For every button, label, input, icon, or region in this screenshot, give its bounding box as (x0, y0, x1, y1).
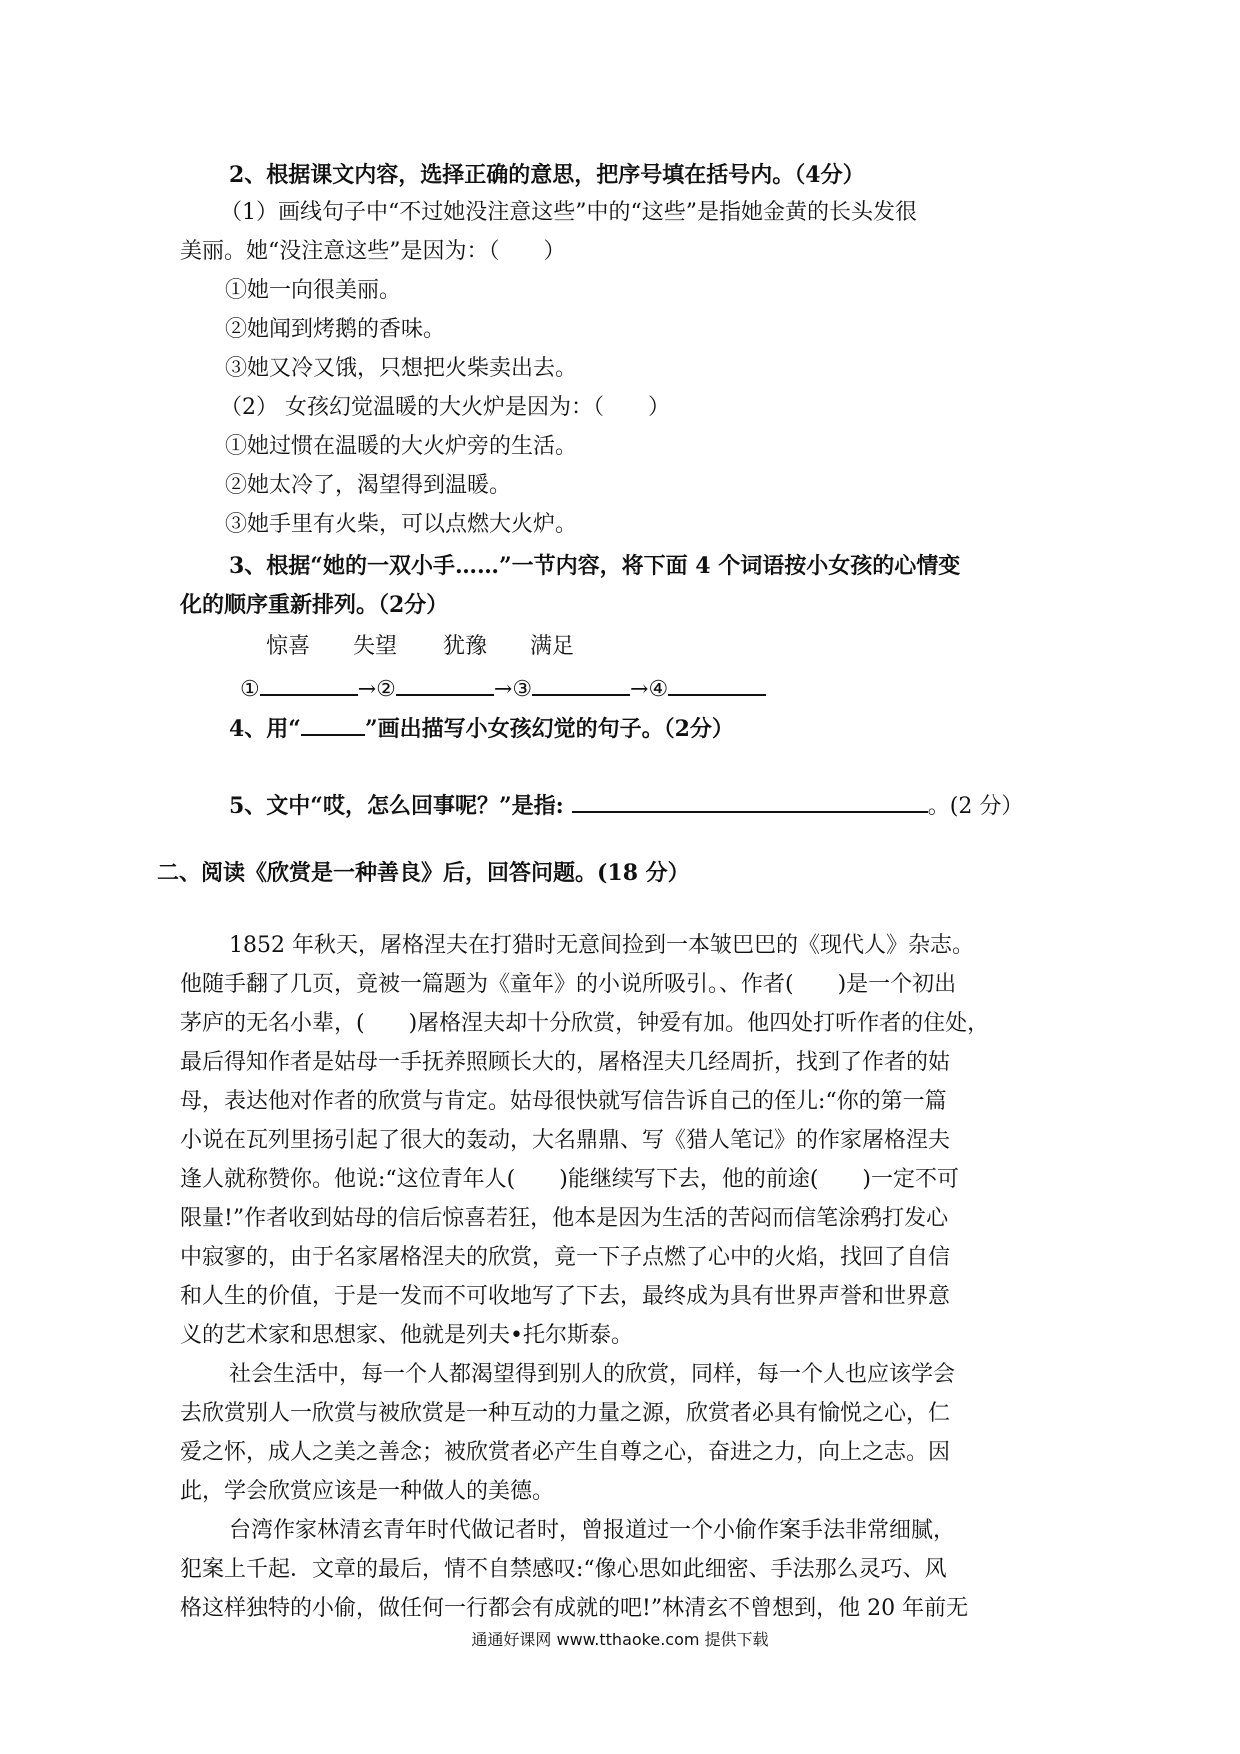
passage-line: 去欣赏别人一欣赏与被欣赏是一种互动的力量之源，欣赏者必具有愉悦之心，仁 (180, 1401, 951, 1426)
q3-line2: 化的顺序重新排列。（2分） (180, 592, 449, 618)
q5-prefix: 5、文中“哎，怎么回事呢？”是指: (229, 793, 564, 819)
q3-seq-marker-2: →② (357, 677, 396, 702)
q3-seq-marker-3: →③ (493, 677, 533, 702)
q3-answer-blank-2[interactable] (396, 672, 494, 696)
q2-sub1-line1: （1）画线句子中“不过她没注意这些”中的“这些”是指她金黄的长头发很 (220, 200, 917, 225)
page-footer: 通通好课网 www.tthaoke.com 提供下载 (471, 1630, 769, 1649)
passage-line: 母，表达他对作者的欣赏与肯定。姑母很快就写信告诉自己的侄儿:“你的第一篇 (180, 1089, 947, 1114)
q2-sub1-line2: 美丽。她“没注意这些”是因为：（ ） (180, 239, 566, 264)
passage-line: 社会生活中，每一个人都渴望得到别人的欣赏，同样，每一个人也应该学会 (229, 1362, 956, 1387)
q3-answer-blank-3[interactable] (532, 672, 630, 696)
passage-line: 台湾作家林清玄青年时代做记者时，曾报道过一个小偷作案手法非常细腻， (229, 1518, 956, 1543)
q3-word-2: 失望 (353, 634, 398, 659)
q5-question (229, 789, 1023, 822)
passage-line: 1852 年秋天，屠格涅夫在打猎时无意间捡到一本皱巴巴的《现代人》杂志。 (229, 933, 974, 958)
passage-line: 犯案上千起．文章的最后，情不自禁感叹:“像心思如此细密、手法那么灵巧、风 (180, 1557, 947, 1582)
q4-question (229, 714, 734, 744)
q3-word-3: 犹豫 (443, 634, 488, 659)
q3-answer-blank-4[interactable] (668, 672, 766, 696)
q2-sub2-option-3: ③她手里有火柴，可以点燃大火炉。 (225, 512, 578, 537)
q4-suffix: ”画出描写小女孩幻觉的句子。（2分） (364, 716, 734, 742)
q5-answer-blank[interactable] (572, 789, 928, 813)
q3-sequence (240, 672, 766, 705)
passage-line: 他随手翻了几页，竟被一篇题为《童年》的小说所吸引。、作者( )是一个初出 (180, 972, 957, 997)
q2-sub1-option-3: ③她又冷又饿，只想把火柴卖出去。 (225, 356, 578, 381)
passage-line: 中寂寥的，由于名家屠格涅夫的欣赏，竟一下子点燃了心中的火焰，找回了自信 (180, 1245, 951, 1270)
q2-sub2-option-1: ①她过惯在温暖的大火炉旁的生活。 (225, 434, 578, 459)
q2-sub1-option-2: ②她闻到烤鹅的香味。 (225, 317, 446, 342)
q3-word-4: 满足 (530, 634, 575, 659)
q3-line1: 3、根据“她的一双小手……”一节内容，将下面 4 个词语按小女孩的心情变 (229, 553, 961, 579)
passage-line: 爱之怀，成人之美之善念；被欣赏者必产生自尊之心，奋进之力，向上之志。因 (180, 1440, 951, 1465)
passage-line: 最后得知作者是姑母一手抚养照顾长大的，屠格涅夫几经周折，找到了作者的姑 (180, 1050, 951, 1075)
section2-title: 二、阅读《欣赏是一种善良》后，回答问题。(18 分） (157, 860, 690, 886)
q3-word-1: 惊喜 (266, 634, 311, 659)
q2-sub1-option-1: ①她一向很美丽。 (225, 278, 402, 303)
q5-suffix: 。(2 分） (927, 794, 1024, 819)
q2-sub2-line1: （2） 女孩幻觉温暖的大火炉是因为：（ ） (220, 395, 670, 420)
passage-line: 小说在瓦列里扬引起了很大的轰动，大名鼎鼎、写《猎人笔记》的作家屠格涅夫 (180, 1128, 951, 1153)
q2-title: 2、根据课文内容，选择正确的意思，把序号填在括号内。（4分） (229, 162, 865, 188)
q3-seq-marker-4: →④ (630, 677, 669, 702)
passage-line: 茅庐的无名小辈，( )屠格涅夫却十分欣赏，钟爱有加。他四处打听作者的住处， (180, 1011, 990, 1036)
passage-line: 和人生的价值，于是一发而不可收地写了下去，最终成为具有世界声誉和世界意 (180, 1284, 951, 1309)
q2-sub2-option-2: ②她太冷了，渴望得到温暖。 (225, 473, 512, 498)
q3-answer-blank-1[interactable] (260, 672, 358, 696)
passage-line: 义的艺术家和思想家、他就是列夫•托尔斯泰。 (180, 1323, 633, 1348)
passage-line: 格这样独特的小偷，做任何一行都会有成就的吧!”林清玄不曾想到，他 20 年前无 (180, 1596, 969, 1621)
passage-line: 逢人就称赞你。他说:“这位青年人( )能继续写下去，他的前途( )一定不可 (180, 1167, 959, 1192)
passage-line: 此，学会欣赏应该是一种做人的美德。 (180, 1479, 555, 1504)
q4-prefix: 4、用“ (229, 716, 301, 742)
passage-line: 限量!”作者收到姑母的信后惊喜若狂，他本是因为生活的苦闷而信笔涂鸦打发心 (180, 1206, 949, 1231)
q3-seq-marker-1: ① (240, 677, 260, 702)
q4-underline-sample (301, 718, 365, 736)
